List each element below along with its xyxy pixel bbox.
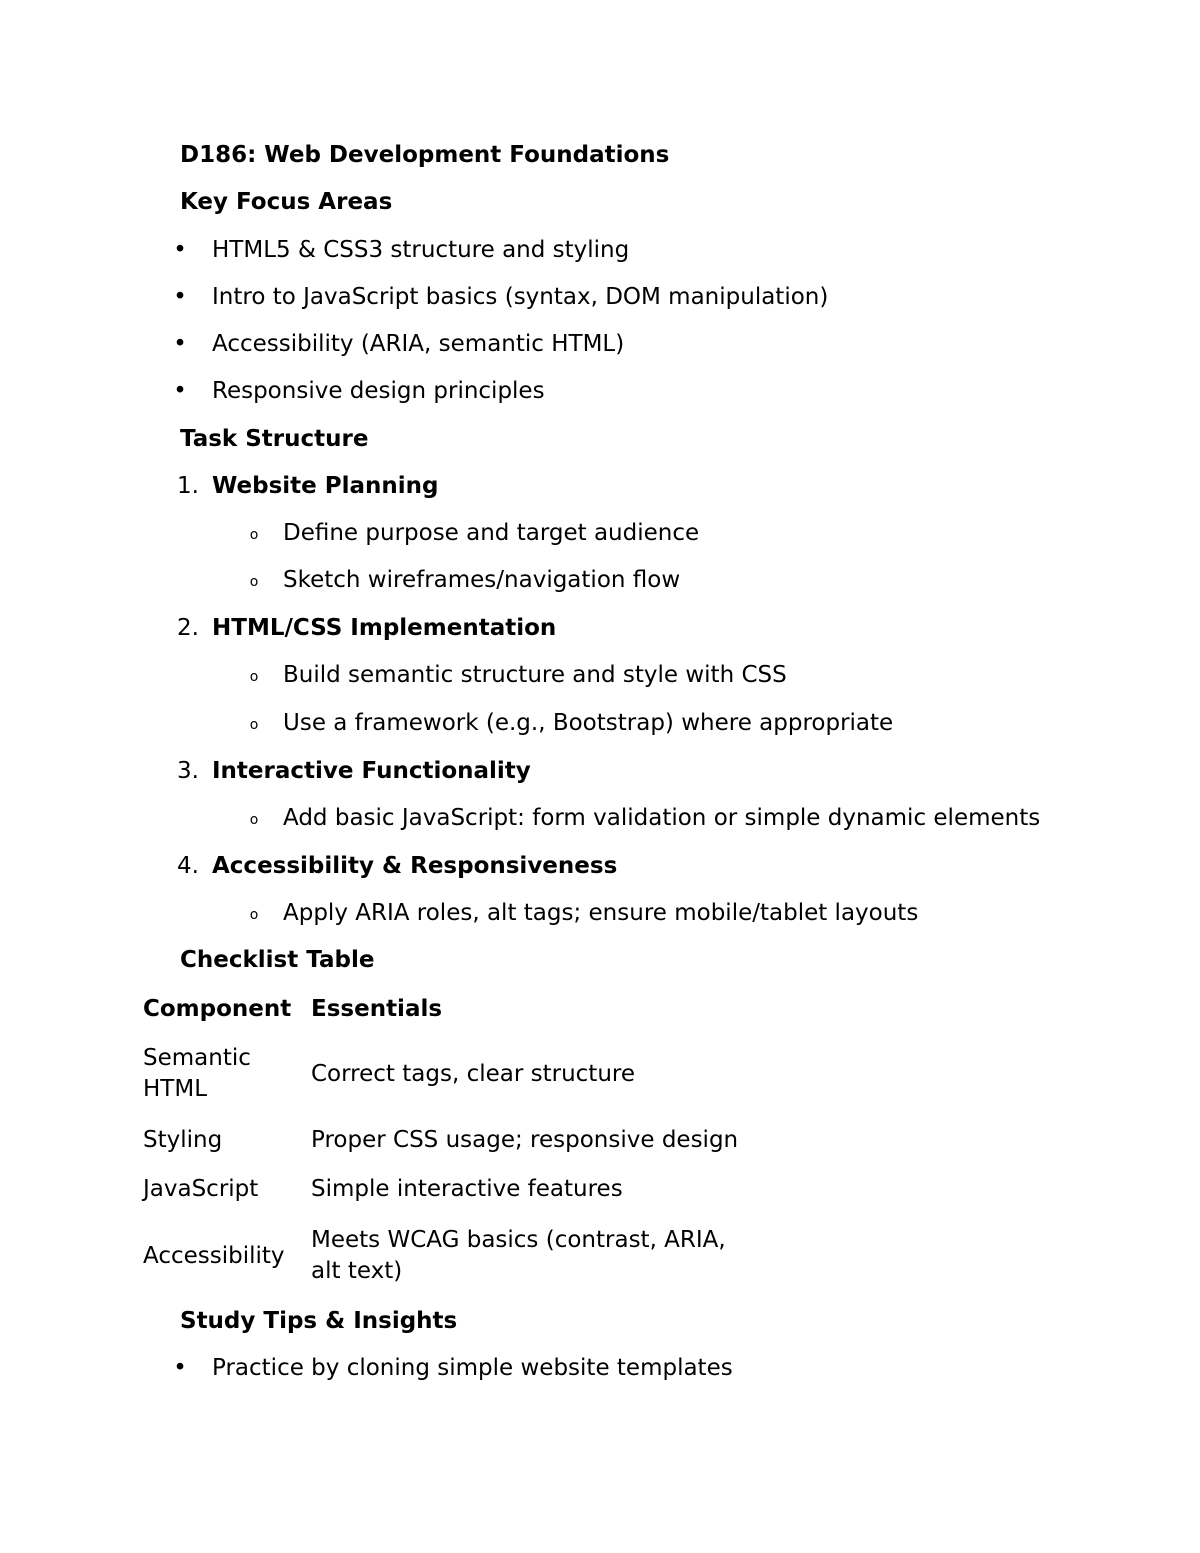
cell-component: JavaScript [143, 1176, 259, 1202]
step-number: 1. [177, 473, 199, 499]
sub-item-text: Apply ARIA roles, alt tags; ensure mobile/tablet layouts [283, 900, 919, 926]
sub-item-text: Define purpose and target audience [283, 520, 700, 546]
checklist-heading: Checklist Table [180, 947, 375, 973]
step-title: Accessibility & Responsiveness [212, 853, 618, 879]
bullet-icon: • [173, 331, 187, 357]
bullet-icon: • [173, 284, 187, 310]
sub-bullet-icon: o [249, 527, 259, 543]
step-title: Website Planning [212, 473, 439, 499]
list-item-text: Practice by cloning simple website templates [212, 1355, 733, 1381]
cell-essentials: Meets WCAG basics (contrast, ARIA, [311, 1227, 726, 1253]
bullet-icon: • [173, 1355, 187, 1381]
cell-essentials: Simple interactive features [311, 1176, 623, 1202]
sub-bullet-icon: o [249, 717, 259, 733]
list-item-text: Accessibility (ARIA, semantic HTML) [212, 331, 625, 357]
task-structure-heading: Task Structure [180, 426, 369, 452]
sub-bullet-icon: o [249, 907, 259, 923]
list-item-text: Intro to JavaScript basics (syntax, DOM manipulation) [212, 284, 829, 310]
sub-item-text: Sketch wireframes/navigation flow [283, 567, 681, 593]
cell-essentials: Correct tags, clear structure [311, 1061, 635, 1087]
column-header-essentials: Essentials [311, 996, 443, 1022]
sub-item-text: Build semantic structure and style with CSS [283, 662, 787, 688]
step-title: HTML/CSS Implementation [212, 615, 557, 641]
column-header-component: Component [143, 996, 292, 1022]
sub-item-text: Use a framework (e.g., Bootstrap) where appropriate [283, 710, 894, 736]
key-focus-heading: Key Focus Areas [180, 189, 393, 215]
study-tips-heading: Study Tips & Insights [180, 1308, 458, 1334]
sub-bullet-icon: o [249, 812, 259, 828]
sub-item-text: Add basic JavaScript: form validation or simple dynamic elements [283, 805, 1041, 831]
sub-bullet-icon: o [249, 669, 259, 685]
cell-component: Styling [143, 1127, 223, 1153]
cell-component: Semantic [143, 1045, 251, 1071]
step-title: Interactive Functionality [212, 758, 531, 784]
step-number: 3. [177, 758, 199, 784]
document-title: D186: Web Development Foundations [180, 142, 670, 168]
cell-component: Accessibility [143, 1243, 285, 1269]
list-item-text: Responsive design principles [212, 378, 545, 404]
cell-component: HTML [143, 1076, 208, 1102]
step-number: 4. [177, 853, 199, 879]
bullet-icon: • [173, 378, 187, 404]
step-number: 2. [177, 615, 199, 641]
cell-essentials: Proper CSS usage; responsive design [311, 1127, 739, 1153]
sub-bullet-icon: o [249, 574, 259, 590]
bullet-icon: • [173, 237, 187, 263]
cell-essentials: alt text) [311, 1258, 403, 1284]
list-item-text: HTML5 & CSS3 structure and styling [212, 237, 630, 263]
